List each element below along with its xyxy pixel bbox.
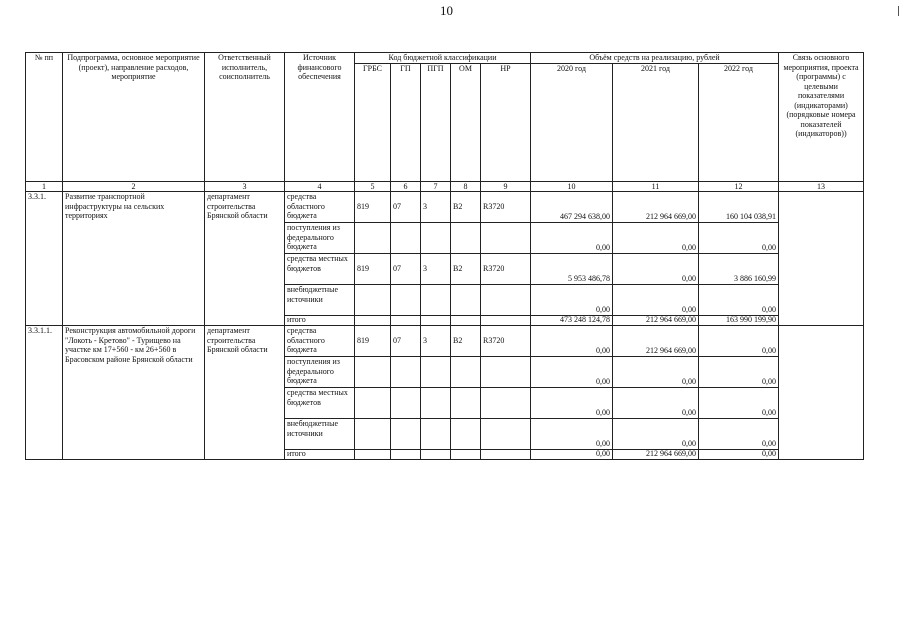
code-om: В2 (451, 192, 481, 223)
code-np: R3720 (481, 326, 531, 357)
total-empty-code (355, 316, 391, 326)
funding-source: поступления из федерального бюджета (285, 357, 355, 388)
funding-source: средства областного бюджета (285, 192, 355, 223)
table-body (26, 182, 864, 460)
code-om (451, 357, 481, 388)
code-pgp (421, 388, 451, 419)
item-number: 3.3.1.1. (26, 326, 63, 460)
amount-2021: 0,00 (613, 357, 699, 388)
header-num: № пп (26, 53, 63, 182)
total-2021: 212 964 669,00 (613, 316, 699, 326)
amount-2022: 160 104 038,91 (699, 192, 779, 223)
code-grbs (355, 285, 391, 316)
code-grbs: 819 (355, 192, 391, 223)
code-np: R3720 (481, 254, 531, 285)
amount-2021: 0,00 (613, 254, 699, 285)
column-number: 2 (63, 182, 205, 192)
code-gp (391, 357, 421, 388)
header-grbs: ГРБС (355, 63, 391, 182)
total-empty-code (481, 450, 531, 460)
column-number: 12 (699, 182, 779, 192)
amount-2021: 212 964 669,00 (613, 326, 699, 357)
code-grbs: 819 (355, 326, 391, 357)
amount-2022: 0,00 (699, 388, 779, 419)
code-om: В2 (451, 254, 481, 285)
code-pgp: 3 (421, 254, 451, 285)
code-np (481, 357, 531, 388)
header-amounts-group: Объём средств на реализацию, рублей (531, 53, 779, 64)
header-pgp: ПГП (421, 63, 451, 182)
total-label: итого (285, 316, 355, 326)
amount-2020: 0,00 (531, 388, 613, 419)
total-2022: 0,00 (699, 450, 779, 460)
amount-2022: 0,00 (699, 285, 779, 316)
column-number: 1 (26, 182, 63, 192)
column-number: 6 (391, 182, 421, 192)
code-om (451, 223, 481, 254)
amount-2022: 0,00 (699, 223, 779, 254)
column-number: 9 (481, 182, 531, 192)
amount-2022: 0,00 (699, 326, 779, 357)
code-om (451, 419, 481, 450)
amount-2020: 467 294 638,00 (531, 192, 613, 223)
amount-2020: 0,00 (531, 357, 613, 388)
header-2021: 2021 год (613, 63, 699, 182)
column-number: 3 (205, 182, 285, 192)
code-gp (391, 285, 421, 316)
code-om (451, 285, 481, 316)
header-source: Источник финансового обеспечения (285, 53, 355, 182)
funding-source: средства местных бюджетов (285, 254, 355, 285)
column-number: 4 (285, 182, 355, 192)
amount-2020: 0,00 (531, 285, 613, 316)
total-empty-code (481, 316, 531, 326)
total-empty-code (421, 450, 451, 460)
total-empty-code (391, 316, 421, 326)
code-pgp: 3 (421, 326, 451, 357)
header-gp: ГП (391, 63, 421, 182)
code-pgp: 3 (421, 192, 451, 223)
amount-2021: 0,00 (613, 419, 699, 450)
code-gp (391, 419, 421, 450)
item-name: Развитие транспортной инфраструктуры на сельских территориях (63, 192, 205, 326)
indicator-link (779, 192, 864, 326)
code-om: В2 (451, 326, 481, 357)
code-pgp (421, 223, 451, 254)
total-2022: 163 990 199,90 (699, 316, 779, 326)
header-2022: 2022 год (699, 63, 779, 182)
header-om: ОМ (451, 63, 481, 182)
indicator-link (779, 326, 864, 460)
funding-source: внебюджетные источники (285, 285, 355, 316)
code-np: R3720 (481, 192, 531, 223)
column-number: 7 (421, 182, 451, 192)
amount-2021: 0,00 (613, 223, 699, 254)
total-2020: 0,00 (531, 450, 613, 460)
item-responsible: департамент строительства Брянской области (205, 326, 285, 460)
scan-edge-mark (898, 6, 899, 16)
column-number-row (26, 182, 864, 192)
amount-2020: 5 953 486,78 (531, 254, 613, 285)
total-2021: 212 964 669,00 (613, 450, 699, 460)
column-number: 10 (531, 182, 613, 192)
code-pgp (421, 419, 451, 450)
code-grbs (355, 223, 391, 254)
header-link: Связь основного мероприятия, проекта (программы) с целевыми показателями (индикаторами) (порядковые номера показателей (индикаторов)) (779, 53, 864, 182)
header-codes-group: Код бюджетной классификации (355, 53, 531, 64)
total-empty-code (391, 450, 421, 460)
amount-2021: 0,00 (613, 285, 699, 316)
code-pgp (421, 285, 451, 316)
code-np (481, 285, 531, 316)
code-gp: 07 (391, 254, 421, 285)
table-row (26, 192, 864, 223)
funding-source: внебюджетные источники (285, 419, 355, 450)
item-responsible: департамент строительства Брянской области (205, 192, 285, 326)
code-gp (391, 223, 421, 254)
column-number: 5 (355, 182, 391, 192)
amount-2020: 0,00 (531, 419, 613, 450)
code-np (481, 419, 531, 450)
total-empty-code (355, 450, 391, 460)
header-program: Подпрограмма, основное мероприятие (проект), направление расходов, мероприятие (63, 53, 205, 182)
header-2020: 2020 год (531, 63, 613, 182)
amount-2022: 0,00 (699, 357, 779, 388)
total-empty-code (421, 316, 451, 326)
amount-2020: 0,00 (531, 326, 613, 357)
item-number: 3.3.1. (26, 192, 63, 326)
amount-2022: 0,00 (699, 419, 779, 450)
code-gp: 07 (391, 326, 421, 357)
funding-source: поступления из федерального бюджета (285, 223, 355, 254)
table-row (26, 326, 864, 357)
code-grbs (355, 357, 391, 388)
page-number: 10 (440, 3, 453, 18)
header-np: НР (481, 63, 531, 182)
code-np (481, 388, 531, 419)
code-grbs (355, 388, 391, 419)
code-np (481, 223, 531, 254)
code-grbs: 819 (355, 254, 391, 285)
code-pgp (421, 357, 451, 388)
total-empty-code (451, 450, 481, 460)
column-number: 13 (779, 182, 864, 192)
funding-source: средства областного бюджета (285, 326, 355, 357)
amount-2021: 212 964 669,00 (613, 192, 699, 223)
funding-source: средства местных бюджетов (285, 388, 355, 419)
code-gp (391, 388, 421, 419)
total-label: итого (285, 450, 355, 460)
header-row-1 (26, 53, 864, 64)
code-gp: 07 (391, 192, 421, 223)
item-name: Реконструкция автомобильной дороги "Локоть - Кретово" - Турищево на участке км 17+560 - км 26+560 в Брасовском районе Брянской области (63, 326, 205, 460)
total-2020: 473 248 124,78 (531, 316, 613, 326)
amount-2020: 0,00 (531, 223, 613, 254)
code-grbs (355, 419, 391, 450)
budget-table (25, 52, 864, 460)
amount-2021: 0,00 (613, 388, 699, 419)
header-responsible: Ответственный исполнитель, соисполнитель (205, 53, 285, 182)
amount-2022: 3 886 160,99 (699, 254, 779, 285)
column-number: 11 (613, 182, 699, 192)
total-empty-code (451, 316, 481, 326)
column-number: 8 (451, 182, 481, 192)
code-om (451, 388, 481, 419)
